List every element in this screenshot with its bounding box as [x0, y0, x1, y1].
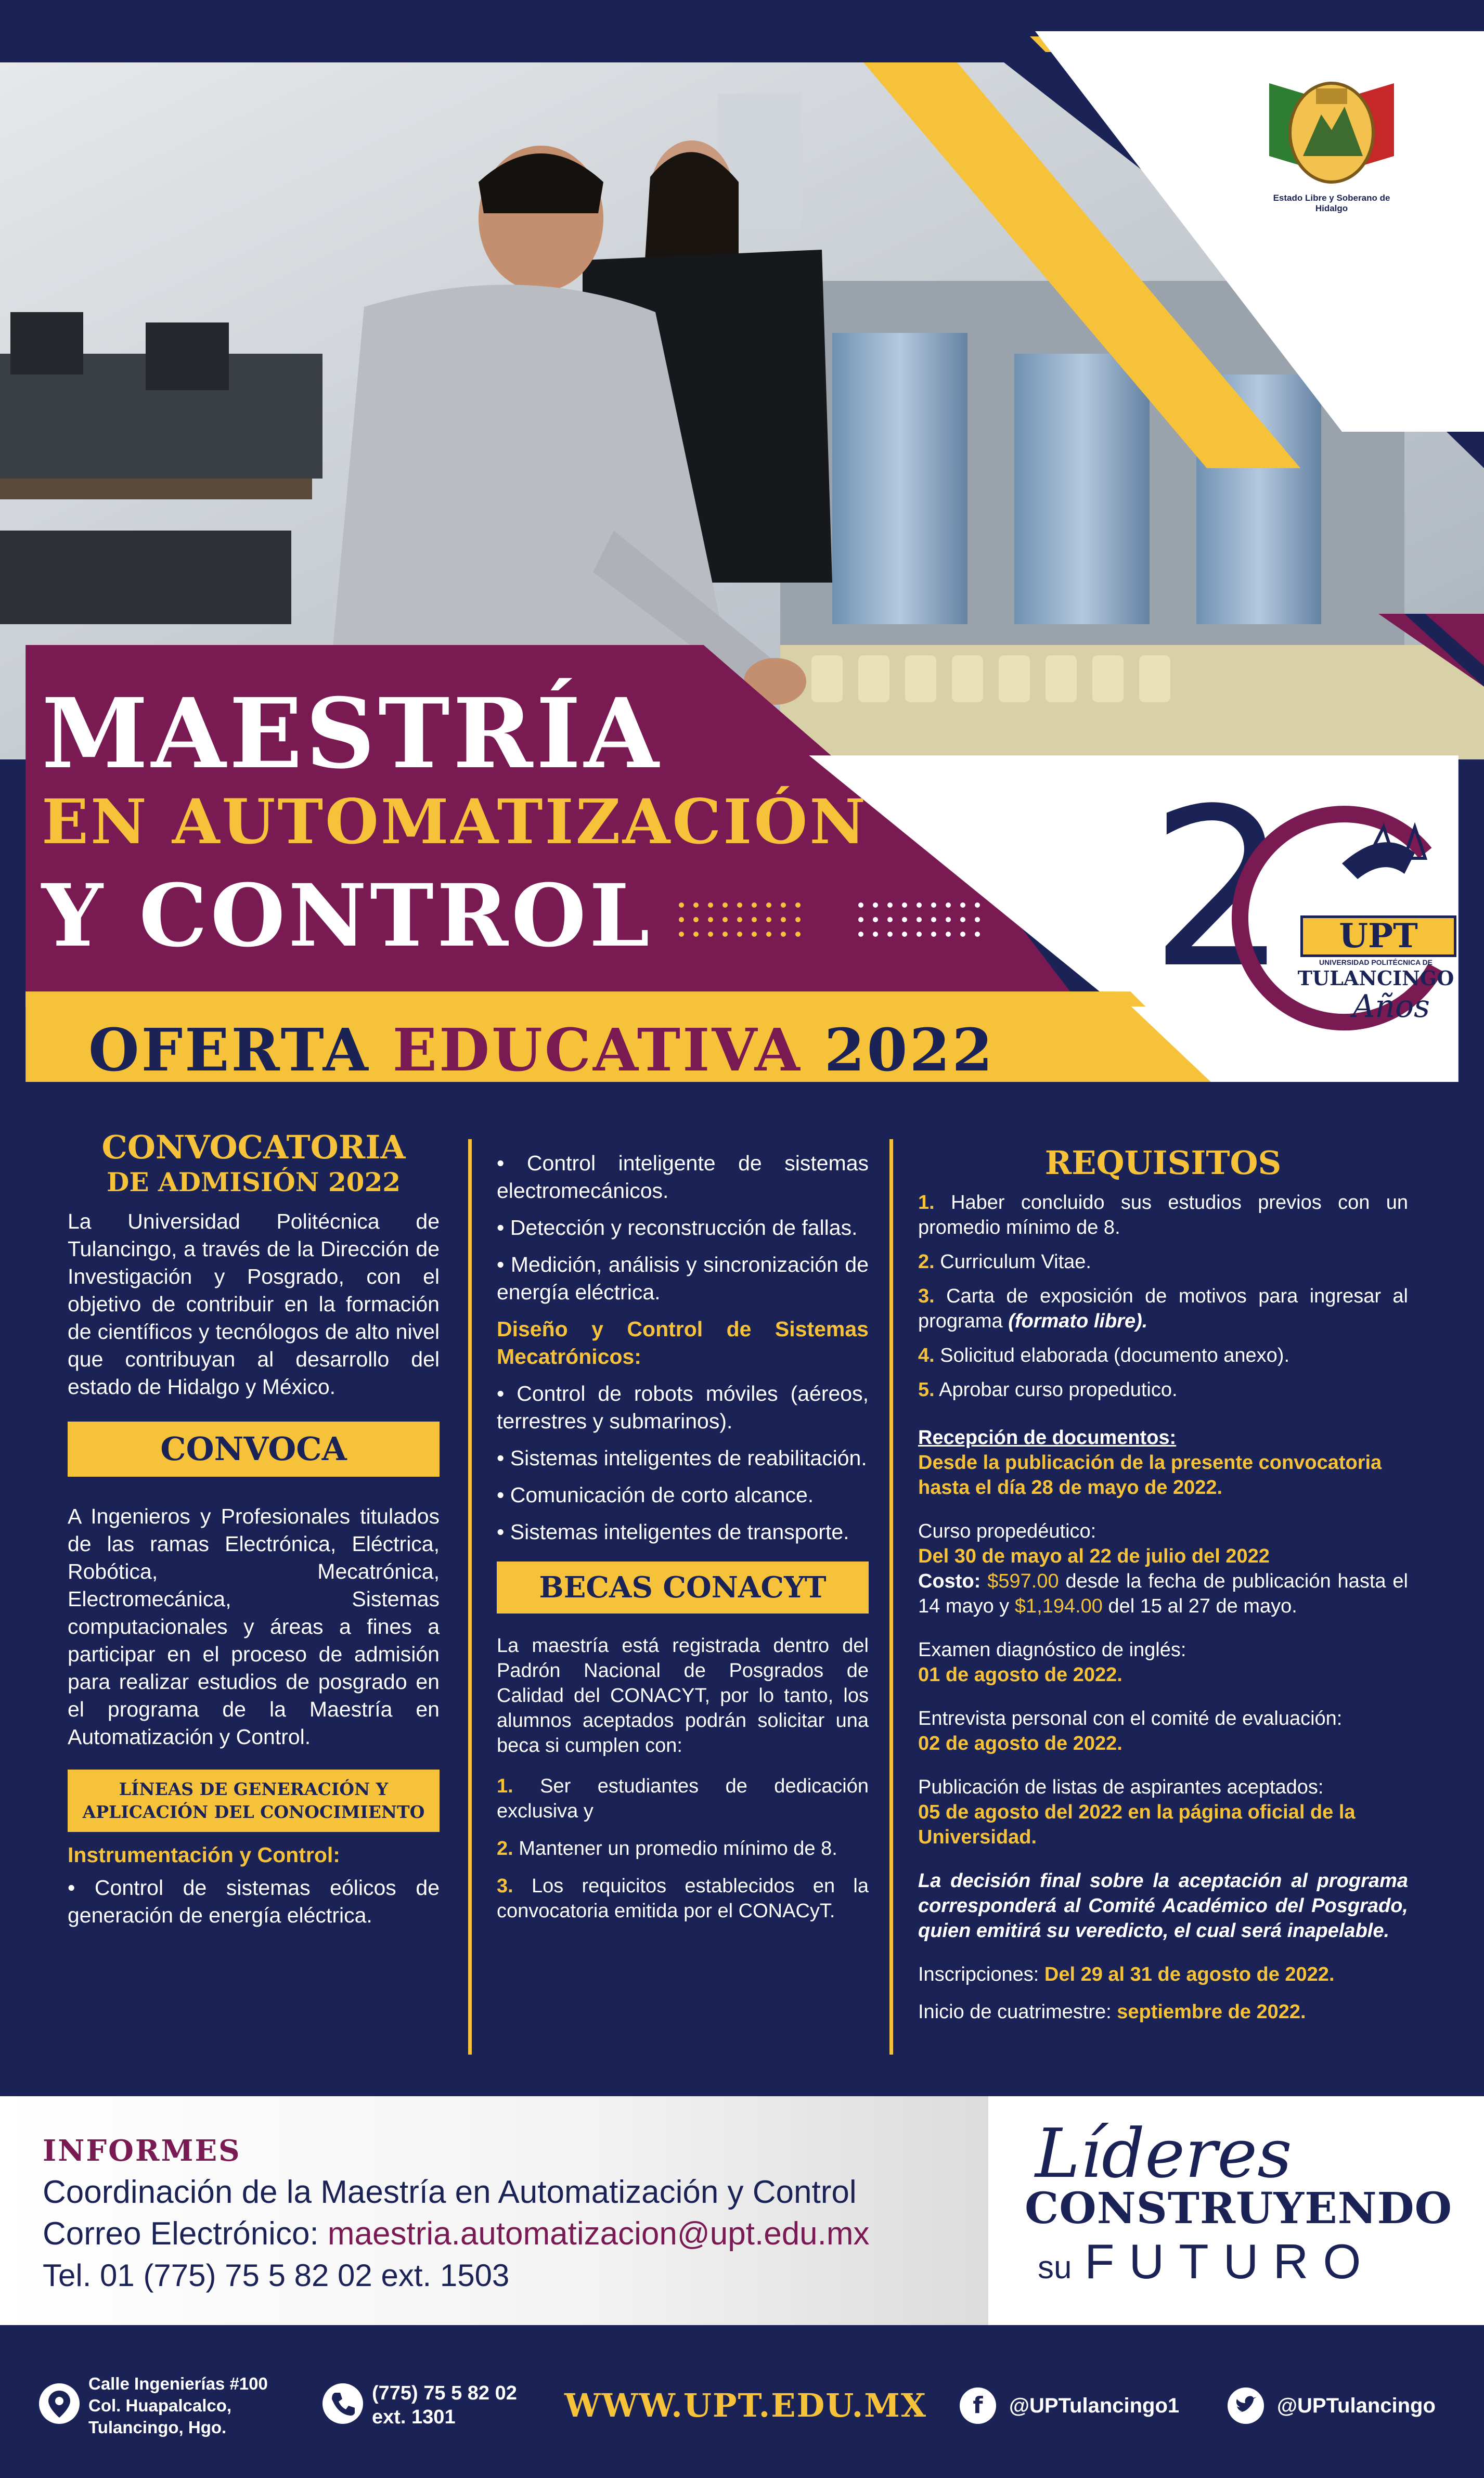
requisito-emphasis: (formato libre).: [1008, 1310, 1148, 1332]
inscripciones-label: Inscripciones:: [918, 1964, 1044, 1985]
upt-brand-subtitle: UNIVERSIDAD POLITÉCNICA DE: [1319, 958, 1433, 966]
lineas-item: • Comunicación de corto alcance.: [497, 1483, 814, 1507]
informes-section: [0, 2096, 988, 2325]
requisitos-title: REQUISITOS: [1044, 1144, 1282, 1182]
hidalgo-coat-of-arms-icon: [1259, 68, 1404, 187]
informes-correo: [43, 2215, 870, 2253]
requisito-item: [918, 1377, 1408, 1402]
costo-price-1: $597.00: [987, 1570, 1059, 1592]
oferta-word: OFERTA: [88, 1016, 370, 1085]
facebook-icon: f: [960, 2387, 996, 2424]
slogan-section: [988, 2096, 1484, 2325]
requisito-text: Carta de exposición de motivos para ingresar al programa: [918, 1285, 1408, 1332]
header-section: [0, 0, 1484, 1098]
lineas-label-line2: APLICACIÓN DEL CONOCIMIENTO: [82, 1802, 425, 1822]
website-link[interactable]: WWW.UPT.EDU.MX: [564, 2386, 927, 2424]
informes-telefono: Tel. 01 (775) 75 5 82 02 ext. 1503: [43, 2258, 510, 2293]
slogan-line1: Líderes: [1035, 2114, 1292, 2193]
twitter-handle[interactable]: @UPTulancingo: [1277, 2394, 1436, 2417]
becas-item-number: 1.: [497, 1775, 513, 1797]
address-line: Tulancingo, Hgo.: [88, 2418, 227, 2437]
entrevista-label: Entrevista personal con el comité de evaluación:: [918, 1708, 1343, 1730]
lineas-item: • Control inteligente de sistemas electromecánicos.: [497, 1151, 869, 1203]
location-pin-icon: [39, 2383, 80, 2424]
slogan-line2: CONSTRUYENDO: [1025, 2184, 1453, 2234]
examen-value: 01 de agosto de 2022.: [918, 1664, 1122, 1686]
requisito-text: Solicitud elaborada (documento anexo).: [934, 1345, 1290, 1366]
dots-decoration-yellow: [679, 902, 801, 937]
becas-item-text: Los requicitos establecidos en la convocatoria emitida por el CONACyT.: [497, 1875, 869, 1922]
upt-brand-city: TULANCINGO: [1297, 966, 1454, 990]
costo-label: Costo:: [918, 1570, 981, 1592]
slogan-line3: [1038, 2236, 1376, 2294]
publicacion-label: Publicación de listas de aspirantes aceptados:: [918, 1776, 1324, 1798]
requisito-number: 2.: [918, 1251, 935, 1273]
footer: [0, 2325, 1484, 2478]
inscripciones-line: [918, 1962, 1408, 1987]
entrevista-value: 02 de agosto de 2022.: [918, 1733, 1122, 1754]
requisito-item: [918, 1343, 1408, 1368]
title-line2: EN AUTOMATIZACIÓN: [42, 785, 868, 858]
informes-title: INFORMES: [43, 2134, 241, 2168]
convocatoria-intro: La Universidad Politécnica de Tulancingo, a través de la Dirección de Investigación y Posgrado, con el objetivo de contribuir en la formación de científicos y tecnólogos de alto nivel que contribuyan al desarrollo del estado de Hidalgo y México.: [68, 1209, 440, 1399]
anniversary-number-2: 2: [1150, 762, 1289, 1016]
convocatoria-title: CONVOCATORIA: [101, 1128, 406, 1166]
requisito-number: 3.: [918, 1285, 935, 1307]
lineas-item: • Sistemas inteligentes de reabilitación.: [497, 1446, 867, 1470]
address-line: Col. Huapalcalco,: [88, 2396, 232, 2415]
correo-label: Correo Electrónico:: [43, 2216, 328, 2252]
requisito-item: [918, 1249, 1408, 1274]
convocatoria-column: [68, 1129, 440, 1929]
column-separator-1: [468, 1139, 472, 2055]
instrumentacion-title: Instrumentación y Control:: [68, 1843, 340, 1867]
year-word: 2022: [824, 1016, 995, 1085]
requisito-number: 5.: [918, 1379, 935, 1401]
upt-20-anos-logo: [1150, 762, 1462, 1066]
becas-item-text: Mantener un promedio mínimo de 8.: [513, 1838, 837, 1860]
becas-conacyt-box: BECAS CONACYT: [497, 1561, 869, 1614]
hidalgo-seal: [1259, 68, 1404, 234]
examen-label: Examen diagnóstico de inglés:: [918, 1639, 1186, 1661]
slogan-su: su: [1038, 2250, 1072, 2286]
lineas-item: • Sistemas inteligentes de transporte.: [497, 1520, 849, 1544]
curso-label: Curso propedéutico:: [918, 1520, 1096, 1542]
lineas-label-line1: LÍNEAS DE GENERACIÓN Y: [119, 1779, 389, 1799]
lineas-item: • Medición, análisis y sincronización de energía eléctrica.: [497, 1253, 869, 1304]
requisito-item: [918, 1284, 1408, 1334]
facebook-handle[interactable]: @UPTulancingo1: [1009, 2394, 1180, 2417]
becas-text: La maestría está registrada dentro del Padrón Nacional de Posgrados de Calidad del CONACYT, por lo tanto, los alumnos aceptados podrán solicitar una beca si cumplen con:: [497, 1635, 869, 1757]
anniversary-years: Años: [1352, 988, 1430, 1025]
costo-line: [918, 1569, 1408, 1619]
requisito-text: Haber concluido sus estudios previos con un promedio mínimo de 8.: [918, 1192, 1408, 1238]
address-line: Calle Ingenierías #100: [88, 2374, 268, 2393]
informes-coordinacion: Coordinación de la Maestría en Automatización y Control: [43, 2174, 857, 2210]
convocatoria-subtitle: DE ADMISIÓN 2022: [106, 1167, 401, 1197]
correo-link[interactable]: maestria.automatizacion@upt.edu.mx: [327, 2216, 870, 2252]
becas-item-number: 2.: [497, 1838, 513, 1860]
costo-text-end: del 15 al 27 de mayo.: [1102, 1595, 1297, 1617]
requisito-text: Curriculum Vitae.: [934, 1251, 1091, 1273]
recepcion-value: Desde la publicación de la presente convocatoria hasta el día 28 de mayo de 2022.: [918, 1452, 1382, 1499]
title-line3: Y CONTROL: [42, 865, 653, 966]
dots-decoration-white: [858, 902, 980, 937]
instrumentacion-item: • Control de sistemas eólicos de generación de energía eléctrica.: [68, 1876, 440, 1927]
inicio-label: Inicio de cuatrimestre:: [918, 2001, 1117, 2023]
footer-phone: [372, 2381, 517, 2429]
inicio-value: septiembre de 2022.: [1117, 2001, 1306, 2023]
becas-item: [497, 1836, 869, 1861]
becas-item: [497, 1774, 869, 1824]
costo-price-2: $1,194.00: [1014, 1595, 1103, 1617]
educativa-word: EDUCATIVA: [392, 1016, 802, 1085]
inscripciones-value: Del 29 al 31 de agosto de 2022.: [1044, 1964, 1335, 1985]
convoca-box: CONVOCA: [68, 1422, 440, 1477]
publicacion-value: 05 de agosto del 2022 en la página oficial de la Universidad.: [918, 1801, 1356, 1848]
costo-text: desde la fecha de publicación hasta el 14 mayo y: [918, 1570, 1409, 1617]
lineas-column: [497, 1150, 869, 1924]
footer-address: [88, 2373, 268, 2438]
oferta-educativa-heading: [88, 1017, 995, 1085]
requisito-number: 1.: [918, 1192, 935, 1214]
upt-brand: UPT: [1300, 915, 1456, 957]
decision-text: La decisión final sobre la aceptación al programa corresponderá al Comité Académico del Posgrado, quien emitirá su veredicto, el cual será inapelable.: [918, 1870, 1408, 1942]
phone-number: (775) 75 5 82 02: [372, 2382, 517, 2404]
recepcion-label: Recepción de documentos:: [918, 1427, 1177, 1449]
requisito-number: 4.: [918, 1345, 935, 1366]
becas-item-text: Ser estudiantes de dedicación exclusiva y: [497, 1775, 869, 1822]
becas-item: [497, 1874, 869, 1924]
curso-value: Del 30 de mayo al 22 de julio del 2022: [918, 1545, 1270, 1567]
content-section: [0, 1098, 1484, 2096]
becas-item-number: 3.: [497, 1875, 513, 1897]
title-line1: MAESTRÍA: [42, 677, 662, 790]
requisito-item: [918, 1190, 1408, 1240]
phone-extension: ext. 1301: [372, 2406, 456, 2428]
diseno-title: Diseño y Control de Sistemas Mecatrónicos:: [497, 1317, 869, 1369]
requisitos-column: [918, 1144, 1408, 2024]
column-separator-2: [889, 1139, 893, 2055]
lineas-item: • Control de robots móviles (aéreos, terrestres y submarinos).: [497, 1382, 869, 1433]
requisito-text: Aprobar curso propedutico.: [934, 1379, 1178, 1401]
convoca-text: A Ingenieros y Profesionales titulados de las ramas Electrónica, Eléctrica, Robótica, Mecatrónica, Electromecánica, Sistemas computacionales y áreas a fines a participar en el proceso de admisión para realizar estudios de posgrado en el programa de la Maestría en Automatización y Control.: [68, 1504, 440, 1749]
lineas-box: [68, 1770, 440, 1832]
slogan-futuro: FUTURO: [1084, 2234, 1376, 2289]
inicio-line: [918, 1999, 1408, 2024]
twitter-icon: [1228, 2387, 1264, 2424]
phone-icon: [322, 2383, 363, 2424]
seal-caption: Estado Libre y Soberano de Hidalgo: [1273, 193, 1390, 213]
lineas-item: • Detección y reconstrucción de fallas.: [497, 1216, 858, 1240]
